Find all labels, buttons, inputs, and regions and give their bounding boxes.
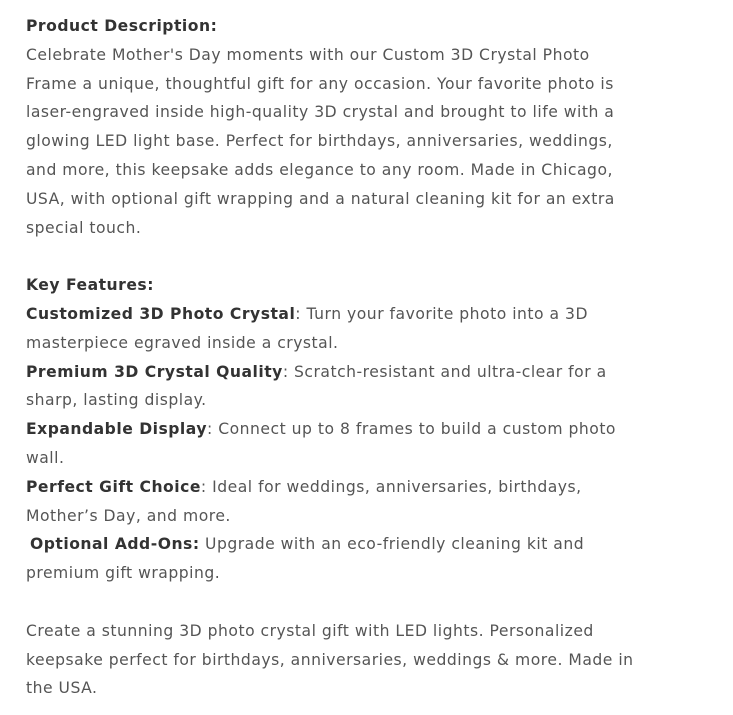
feature-term: Expandable Display <box>26 420 207 439</box>
feature-separator: : <box>206 420 213 439</box>
product-description-content <box>26 12 646 703</box>
feature-text: Scratch-resistant and ultra-clear for a sharp, lasting display. <box>26 362 607 410</box>
feature-separator: : <box>295 304 302 323</box>
feature-term: Perfect Gift Choice <box>26 477 201 496</box>
feature-separator: : <box>282 362 289 381</box>
spacer <box>26 588 646 617</box>
feature-item <box>26 530 646 588</box>
feature-term: Customized 3D Photo Crystal <box>26 304 296 323</box>
feature-item <box>26 415 646 473</box>
feature-item <box>26 473 646 531</box>
feature-text: Ideal for weddings, anniversaries, birthdays, Mother’s Day, and more. <box>26 477 582 525</box>
feature-term: Optional Add-Ons: <box>30 535 200 554</box>
feature-text: Turn your favorite photo into a 3D masterpiece egraved inside a crystal. <box>26 304 588 352</box>
feature-separator: : <box>200 477 207 496</box>
feature-text: Upgrade with an eco-friendly cleaning kit and premium gift wrapping. <box>26 535 585 583</box>
closing-paragraph: Create a stunning 3D photo crystal gift with LED lights. Personalized keepsake perfect for birthdays, anniversaries, weddings & more. Made in the USA. <box>26 621 634 698</box>
description-body: Celebrate Mother's Day moments with our Custom 3D Crystal Photo Frame a unique, thoughtful gift for any occasion. Your favorite photo is laser-engraved inside high-quality 3D crystal and brought to life with a glowing LED light base. Perfect for birthdays, anniversaries, weddings, and more, this keepsake adds elegance to any room. Made in Chicago, USA, with optional gift wrapping and a natural cleaning kit for an extra special touch. <box>26 45 615 237</box>
description-section <box>26 12 646 242</box>
feature-item <box>26 300 646 358</box>
key-features-section <box>26 271 646 588</box>
key-features-heading: Key Features: <box>26 276 154 295</box>
spacer <box>26 242 646 271</box>
feature-term: Premium 3D Crystal Quality <box>26 362 283 381</box>
description-heading: Product Description: <box>26 17 218 35</box>
feature-item <box>26 358 646 416</box>
feature-text: Connect up to 8 frames to build a custom photo wall. <box>26 420 616 467</box>
